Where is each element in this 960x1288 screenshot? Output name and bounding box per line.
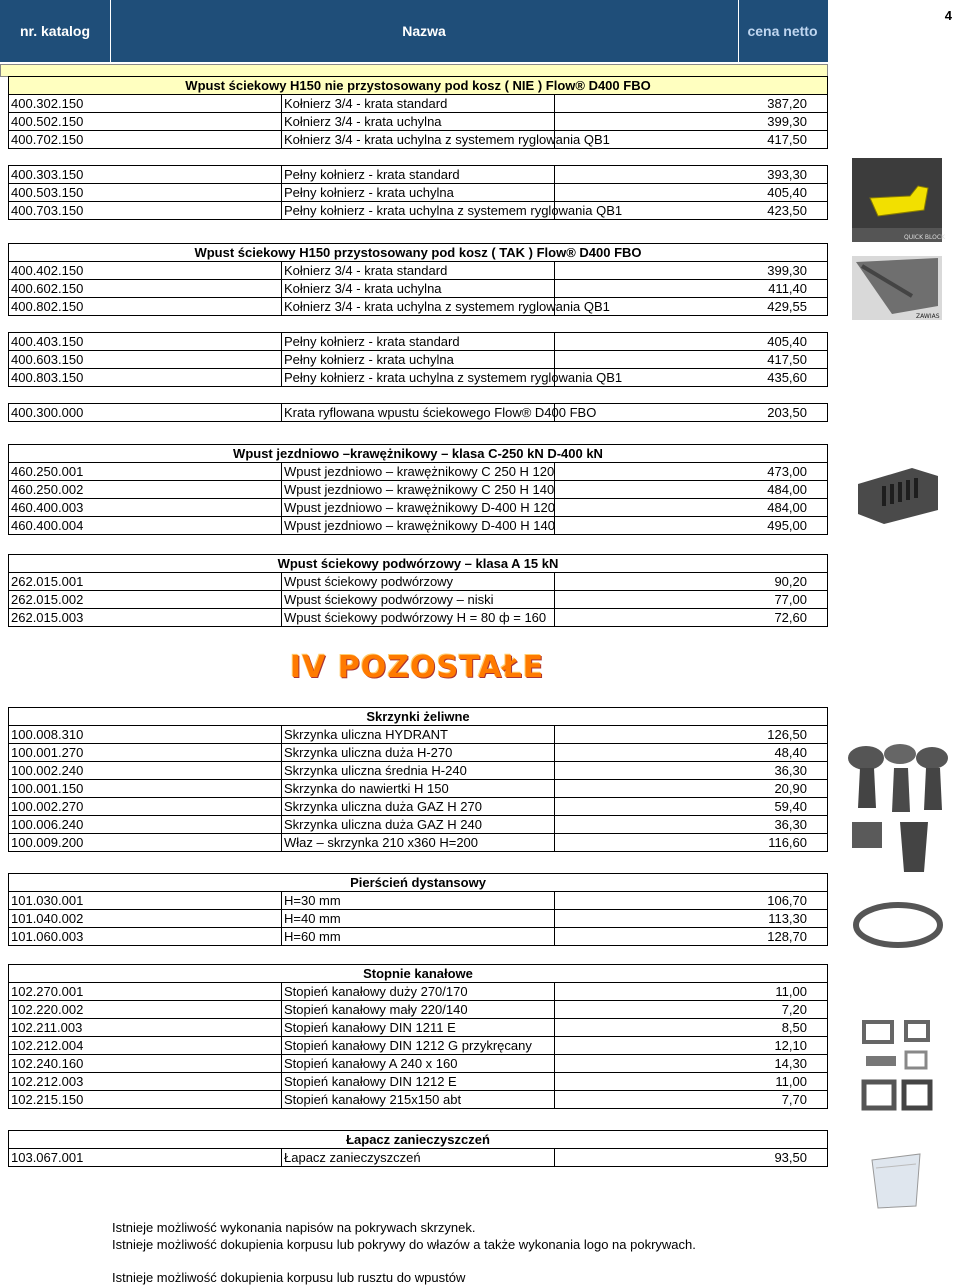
net-price: 7,20	[555, 1001, 828, 1019]
net-price: 399,30	[555, 262, 828, 280]
spacer-ring-image	[852, 900, 944, 950]
net-price: 14,30	[555, 1055, 828, 1073]
section-title-row	[9, 244, 828, 262]
table-row	[9, 131, 828, 149]
product-name: H=40 mm	[282, 910, 555, 928]
product-name: Wpust jezdniowo – krawężnikowy C 250 H 120	[282, 463, 555, 481]
catalog-number: 102.220.002	[9, 1001, 282, 1019]
product-name: Pełny kołnierz - krata uchylna	[282, 351, 555, 369]
net-price: 484,00	[555, 499, 828, 517]
table-row	[9, 892, 828, 910]
catalog-number: 102.212.003	[9, 1073, 282, 1091]
product-name: Wpust ściekowy podwórzowy – niski	[282, 591, 555, 609]
table-row	[9, 298, 828, 316]
net-price: 59,40	[555, 798, 828, 816]
net-price: 72,60	[555, 609, 828, 627]
product-name: Skrzynka uliczna duża GAZ H 240	[282, 816, 555, 834]
net-price: 12,10	[555, 1037, 828, 1055]
product-name: Pełny kołnierz - krata standard	[282, 166, 555, 184]
net-price: 495,00	[555, 517, 828, 535]
net-price: 8,50	[555, 1019, 828, 1037]
table-row	[9, 744, 828, 762]
net-price: 36,30	[555, 816, 828, 834]
product-name: Stopień kanałowy DIN 1211 E	[282, 1019, 555, 1037]
product-name: Kołnierz 3/4 - krata uchylna z systemem ryglowania QB1	[282, 131, 555, 149]
net-price: 435,60	[555, 369, 828, 387]
catalog-number: 460.250.002	[9, 481, 282, 499]
table-row	[9, 499, 828, 517]
catalog-number: 100.008.310	[9, 726, 282, 744]
net-price: 203,50	[555, 404, 828, 422]
product-name: Skrzynka uliczna średnia H-240	[282, 762, 555, 780]
net-price: 405,40	[555, 333, 828, 351]
net-price: 411,40	[555, 280, 828, 298]
section-title: Stopnie kanałowe	[9, 965, 828, 983]
zawias-image	[852, 256, 942, 320]
table-row	[9, 463, 828, 481]
catalog-number: 100.002.270	[9, 798, 282, 816]
quick-block-image	[852, 158, 946, 242]
product-name: Pełny kołnierz - krata uchylna z systemem ryglowania QB1	[282, 202, 555, 220]
product-name: Kołnierz 3/4 - krata standard	[282, 95, 555, 113]
net-price: 116,60	[555, 834, 828, 852]
table-row	[9, 1149, 828, 1167]
catalog-number: 102.240.160	[9, 1055, 282, 1073]
catalog-number: 400.302.150	[9, 95, 282, 113]
catalog-number: 460.400.004	[9, 517, 282, 535]
net-price: 429,55	[555, 298, 828, 316]
net-price: 473,00	[555, 463, 828, 481]
quick-block-label: QUICK BLOCK	[904, 234, 946, 241]
section-title: Wpust jezdniowo –krawężnikowy – klasa C-250 kN D-400 kN	[9, 445, 828, 463]
zawias-label: ZAWIAS	[916, 313, 940, 320]
section-title-row	[9, 77, 828, 95]
product-name: Stopień kanałowy 215x150 abt	[282, 1091, 555, 1109]
net-price: 417,50	[555, 131, 828, 149]
catalog-number: 100.006.240	[9, 816, 282, 834]
net-price: 484,00	[555, 481, 828, 499]
product-name: Skrzynka do nawiertki H 150	[282, 780, 555, 798]
table-row	[9, 762, 828, 780]
product-name: Wpust jezdniowo – krawężnikowy C 250 H 140	[282, 481, 555, 499]
note-2: Istnieje możliwość dokupienia korpusu lub pokrywy do włazów a także wykonania logo na pokrywach.	[112, 1237, 696, 1252]
table-row	[9, 1055, 828, 1073]
product-name: Wpust ściekowy podwórzowy H = 80 ф = 160	[282, 609, 555, 627]
col-price-header: cena netto	[747, 23, 818, 39]
catalog-number: 400.702.150	[9, 131, 282, 149]
product-name: Wpust ściekowy podwórzowy	[282, 573, 555, 591]
product-name: Pełny kołnierz - krata uchylna z systemem ryglowania QB1	[282, 369, 555, 387]
net-price: 399,30	[555, 113, 828, 131]
section-title-row	[9, 965, 828, 983]
table-row	[9, 983, 828, 1001]
product-name: H=60 mm	[282, 928, 555, 946]
section-table	[8, 554, 828, 627]
note-3: Istnieje możliwość dokupienia korpusu lub rusztu do wpustów	[112, 1270, 466, 1285]
product-name: Krata ryflowana wpustu ściekowego Flow® D400 FBO	[282, 404, 555, 422]
section-table	[8, 707, 828, 852]
catalog-number: 460.400.003	[9, 499, 282, 517]
product-name: Kołnierz 3/4 - krata uchylna	[282, 113, 555, 131]
product-name: Kołnierz 3/4 - krata uchylna	[282, 280, 555, 298]
section-title-row	[9, 445, 828, 463]
table-row	[9, 184, 828, 202]
catalog-number: 102.212.004	[9, 1037, 282, 1055]
table-row	[9, 166, 828, 184]
catalog-number: 400.403.150	[9, 333, 282, 351]
net-price: 405,40	[555, 184, 828, 202]
table-row	[9, 404, 828, 422]
catalog-number: 102.215.150	[9, 1091, 282, 1109]
catalog-number: 102.211.003	[9, 1019, 282, 1037]
product-name: H=30 mm	[282, 892, 555, 910]
catalog-number: 101.040.002	[9, 910, 282, 928]
product-name: Stopień kanałowy mały 220/140	[282, 1001, 555, 1019]
spacer-row	[9, 387, 828, 404]
product-name: Kołnierz 3/4 - krata standard	[282, 262, 555, 280]
section-title-row	[9, 874, 828, 892]
manhole-steps-image	[860, 1012, 940, 1122]
section-table	[8, 964, 828, 1109]
catalog-number: 400.802.150	[9, 298, 282, 316]
table-row	[9, 573, 828, 591]
catalog-number: 400.602.150	[9, 280, 282, 298]
net-price: 77,00	[555, 591, 828, 609]
net-price: 106,70	[555, 892, 828, 910]
catalog-number: 400.603.150	[9, 351, 282, 369]
catalog-number: 101.030.001	[9, 892, 282, 910]
table-row	[9, 95, 828, 113]
net-price: 128,70	[555, 928, 828, 946]
catalog-number: 100.002.240	[9, 762, 282, 780]
table-row	[9, 517, 828, 535]
spacer-cell	[9, 387, 828, 404]
table-row	[9, 1073, 828, 1091]
table-row	[9, 113, 828, 131]
catalog-number: 262.015.003	[9, 609, 282, 627]
col-name-header: Nazwa	[110, 0, 739, 62]
section-title: Pierścień dystansowy	[9, 874, 828, 892]
table-row	[9, 609, 828, 627]
net-price: 423,50	[555, 202, 828, 220]
section-table	[8, 243, 828, 422]
section-table	[8, 444, 828, 535]
section-table	[8, 76, 828, 220]
product-name: Wpust jezdniowo – krawężnikowy D-400 H 120	[282, 499, 555, 517]
table-row	[9, 591, 828, 609]
product-name: Pełny kołnierz - krata uchylna	[282, 184, 555, 202]
table-row	[9, 780, 828, 798]
catalog-number: 400.300.000	[9, 404, 282, 422]
section-title: Wpust ściekowy podwórzowy – klasa A 15 kN	[9, 555, 828, 573]
catalog-number: 400.803.150	[9, 369, 282, 387]
product-name: Łapacz zanieczyszczeń	[282, 1149, 555, 1167]
table-header	[0, 0, 828, 62]
page-number: 4	[944, 8, 952, 23]
net-price: 11,00	[555, 983, 828, 1001]
catalog-number: 100.009.200	[9, 834, 282, 852]
table-row	[9, 369, 828, 387]
section-title: Wpust ściekowy H150 nie przystosowany pod kosz ( NIE ) Flow® D400 FBO	[9, 77, 828, 95]
spacer-row	[9, 316, 828, 333]
net-price: 417,50	[555, 351, 828, 369]
net-price: 48,40	[555, 744, 828, 762]
section-title: Łapacz zanieczyszczeń	[9, 1131, 828, 1149]
net-price: 20,90	[555, 780, 828, 798]
spacer-row	[9, 149, 828, 166]
table-row	[9, 1019, 828, 1037]
spacer-cell	[9, 316, 828, 333]
product-name: Pełny kołnierz - krata standard	[282, 333, 555, 351]
net-price: 93,50	[555, 1149, 828, 1167]
product-name: Kołnierz 3/4 - krata uchylna z systemem ryglowania QB1	[282, 298, 555, 316]
product-name: Stopień kanałowy A 240 x 160	[282, 1055, 555, 1073]
catalog-number: 262.015.002	[9, 591, 282, 609]
net-price: 7,70	[555, 1091, 828, 1109]
section-banner: IV POZOSTAŁE	[290, 650, 545, 685]
table-row	[9, 1091, 828, 1109]
note-1: Istnieje możliwość wykonania napisów na pokrywach skrzynek.	[112, 1220, 476, 1235]
table-row	[9, 333, 828, 351]
dirt-catcher-image	[866, 1150, 926, 1212]
section-title-row	[9, 555, 828, 573]
section-title-row	[9, 1131, 828, 1149]
net-price: 90,20	[555, 573, 828, 591]
net-price: 387,20	[555, 95, 828, 113]
table-row	[9, 351, 828, 369]
product-name: Stopień kanałowy DIN 1212 E	[282, 1073, 555, 1091]
table-row	[9, 262, 828, 280]
table-row	[9, 928, 828, 946]
product-name: Stopień kanałowy DIN 1212 G przykręcany	[282, 1037, 555, 1055]
catalog-number: 400.503.150	[9, 184, 282, 202]
product-name: Skrzynka uliczna duża GAZ H 270	[282, 798, 555, 816]
table-row	[9, 280, 828, 298]
product-name: Stopień kanałowy duży 270/170	[282, 983, 555, 1001]
section-table	[8, 1130, 828, 1167]
section-table	[8, 873, 828, 946]
catalog-number: 102.270.001	[9, 983, 282, 1001]
catalog-number: 400.402.150	[9, 262, 282, 280]
table-row	[9, 726, 828, 744]
catalog-number: 460.250.001	[9, 463, 282, 481]
table-row	[9, 816, 828, 834]
section-title: Wpust ściekowy H150 przystosowany pod kosz ( TAK ) Flow® D400 FBO	[9, 244, 828, 262]
section-title: Skrzynki żeliwne	[9, 708, 828, 726]
catalog-number: 400.502.150	[9, 113, 282, 131]
product-name: Wpust jezdniowo – krawężnikowy D-400 H 140	[282, 517, 555, 535]
catalog-number: 100.001.150	[9, 780, 282, 798]
table-row	[9, 834, 828, 852]
table-row	[9, 202, 828, 220]
catalog-number: 103.067.001	[9, 1149, 282, 1167]
product-name: Skrzynka uliczna HYDRANT	[282, 726, 555, 744]
table-row	[9, 798, 828, 816]
table-row	[9, 1037, 828, 1055]
net-price: 126,50	[555, 726, 828, 744]
kerb-inlet-image	[852, 462, 942, 528]
catalog-number: 262.015.001	[9, 573, 282, 591]
catalog-number: 100.001.270	[9, 744, 282, 762]
catalog-number: 400.303.150	[9, 166, 282, 184]
table-row	[9, 481, 828, 499]
product-name: Właz – skrzynka 210 x360 H=200	[282, 834, 555, 852]
section-title-row	[9, 708, 828, 726]
table-row	[9, 910, 828, 928]
catalog-number: 400.703.150	[9, 202, 282, 220]
product-name: Skrzynka uliczna duża H-270	[282, 744, 555, 762]
net-price: 113,30	[555, 910, 828, 928]
net-price: 393,30	[555, 166, 828, 184]
col-code-header: nr. katalog	[0, 0, 111, 62]
net-price: 11,00	[555, 1073, 828, 1091]
net-price: 36,30	[555, 762, 828, 780]
spacer-cell	[9, 149, 828, 166]
street-boxes-image	[842, 738, 954, 878]
catalog-number: 101.060.003	[9, 928, 282, 946]
table-row	[9, 1001, 828, 1019]
